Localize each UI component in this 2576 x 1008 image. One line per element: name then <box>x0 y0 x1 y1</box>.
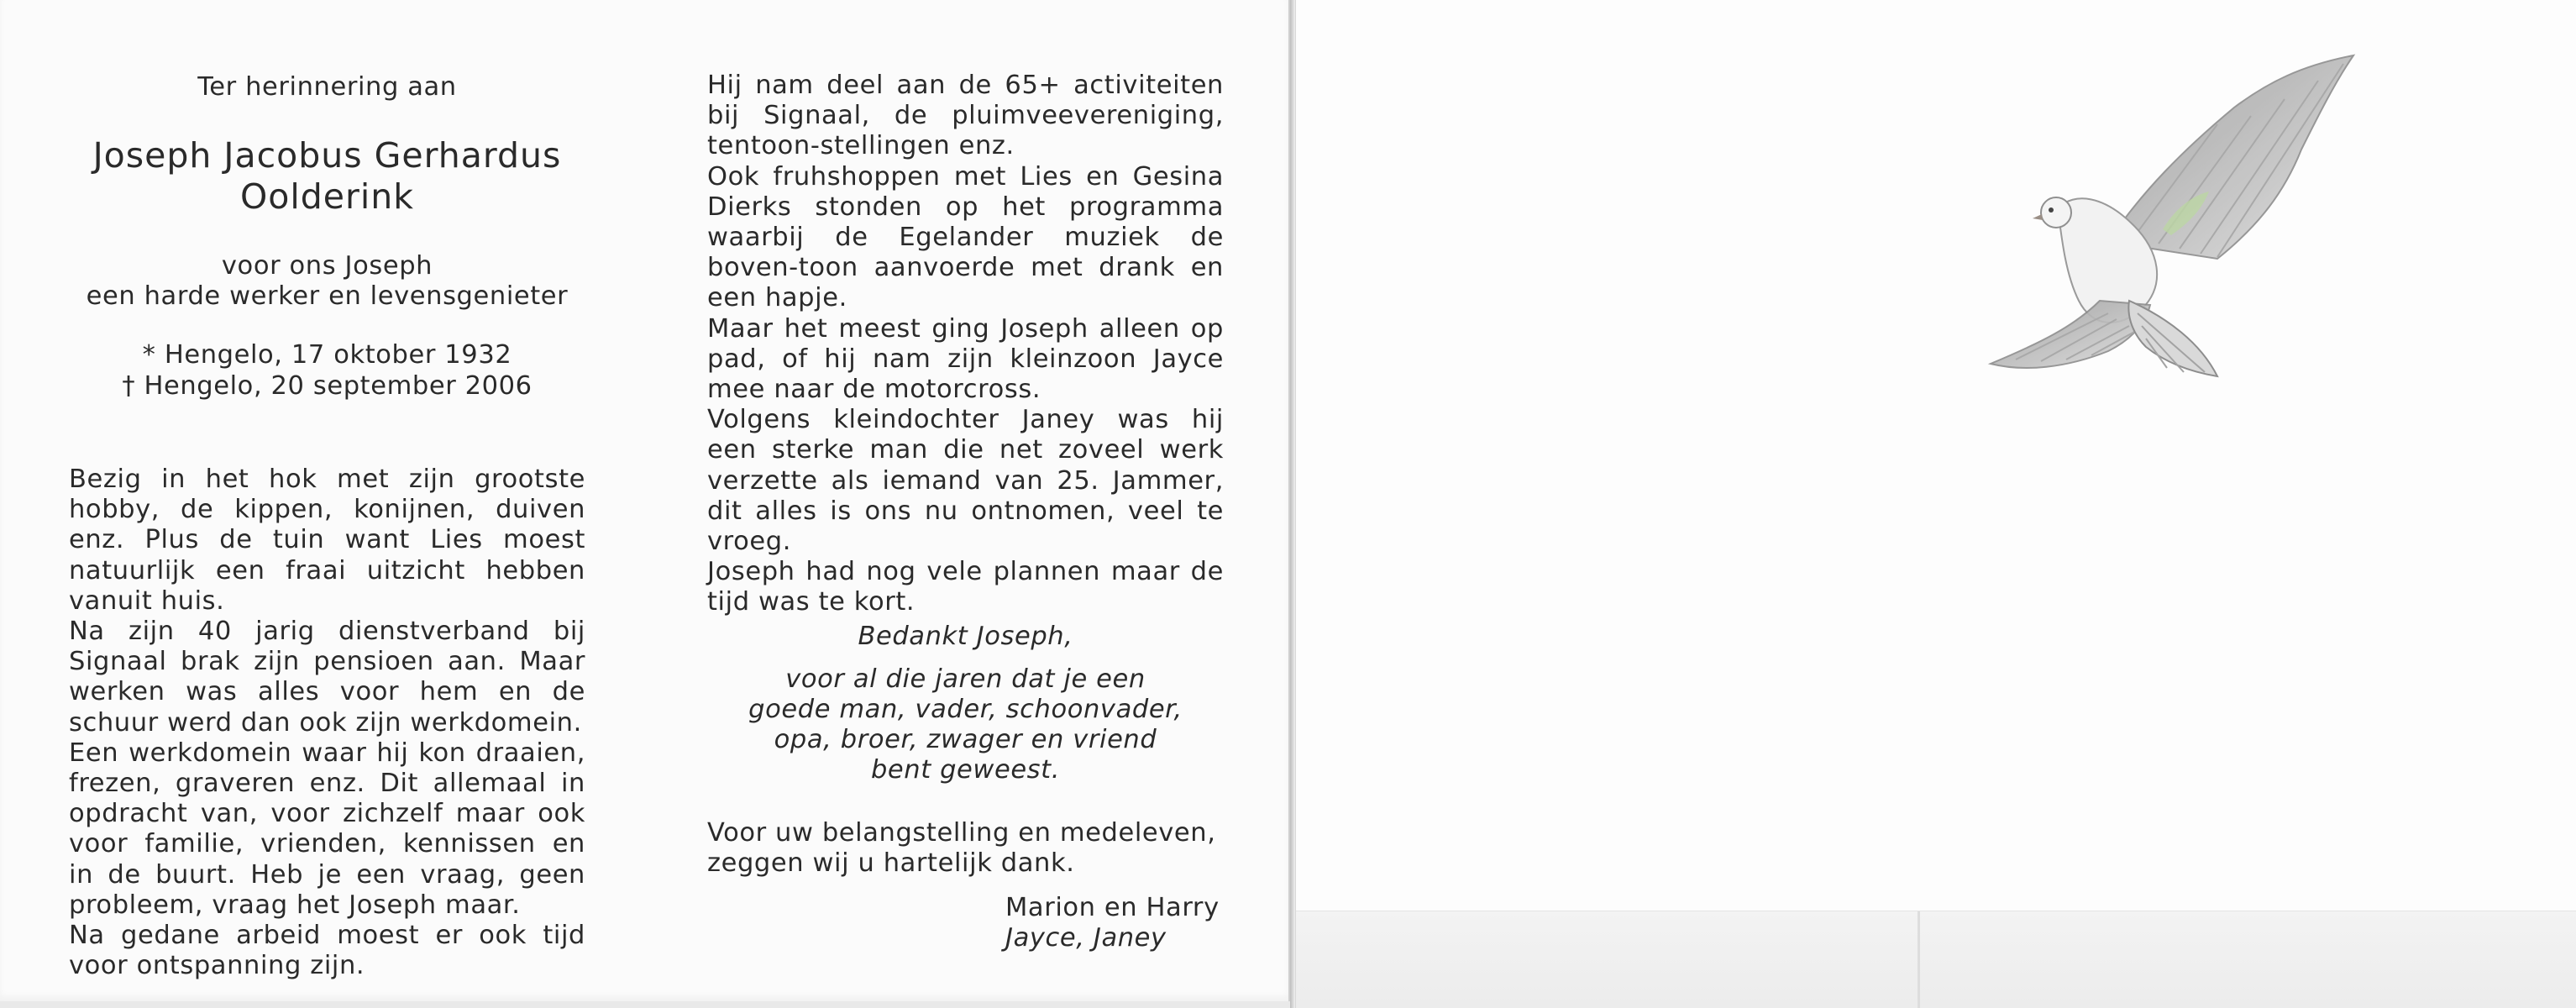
death-date: † Hengelo, 20 september 2006 <box>122 371 533 401</box>
left-paragraph-1: Bezig in het hok met zijn grootste hobby, de kippen, konijnen, duiven enz. Plus de tuin want Lies moest natuurlijk een fraai uitzicht hebben vanuit huis. <box>69 465 585 616</box>
middle-paragraph-5: Joseph had nog vele plannen maar de tijd was te kort. <box>707 557 1224 617</box>
closing-line-2: zeggen wij u hartelijk dank. <box>707 848 1075 879</box>
middle-paragraph-1: Hij nam deel aan de 65+ activiteiten bij Signaal, de pluimveevereniging, tentoon-stellingen enz. <box>707 71 1224 161</box>
dedication-line1: voor ons Joseph <box>221 251 433 281</box>
page-bottom-crease <box>1918 911 1920 1008</box>
intro-text: Ter herinnering aan <box>197 72 457 102</box>
inner-right-page <box>1295 0 2576 1008</box>
middle-paragraph-2: Ook fruhshoppen met Lies en Gesina Dierks stonden op het programma waarbij de Egelander muziek de boven-toon aanvoerde met drank en een hapje. <box>707 161 1224 313</box>
poem-line-3: opa, broer, zwager en vriend <box>774 725 1157 754</box>
closing-text <box>707 818 1224 879</box>
poem-line-2: goede man, vader, schoonvader, <box>748 695 1183 724</box>
signature-line-1: Marion en Harry <box>1005 893 1220 922</box>
thanks-line: Bedankt Joseph, <box>858 622 1073 651</box>
left-body-text <box>69 465 585 981</box>
middle-paragraph-3: Maar het meest ging Joseph alleen op pad, of hij nam zijn kleinzoon Jayce mee naar de motorcross. <box>707 313 1224 405</box>
left-paragraph-3: Een werkdomein waar hij kon draaien, frezen, graveren enz. Dit allemaal in opdracht van, voor zichzelf maar ook voor familie, vrienden, kennissen en in de buurt. Heb je een vraag, geen probleem, vraag het Joseph maar. <box>69 738 585 920</box>
deceased-name-line1: Joseph Jacobus Gerhardus <box>92 135 562 176</box>
deceased-name-line2: Oolderink <box>240 176 414 217</box>
closing-line-1: Voor uw belangstelling en medeleven, <box>707 818 1216 848</box>
left-paragraph-2: Na zijn 40 jarig dienstverband bij Signaal brak zijn pensioen aan. Maar werken was alles voor hem en de schuur werd dan ook zijn werkdomein. <box>69 617 585 738</box>
birth-date: * Hengelo, 17 oktober 1932 <box>142 340 512 370</box>
dedication-line2: een harde werker en levensgenieter <box>86 281 569 311</box>
signature-block <box>1005 893 1224 953</box>
poem-line-1: voor al die jaren dat je een <box>785 664 1146 694</box>
dove-illustration-icon <box>1965 49 2369 393</box>
middle-body-text <box>707 71 1224 618</box>
inner-left-page <box>0 0 1290 1001</box>
left-paragraph-4: Na gedane arbeid moest er ook tijd voor ontspanning zijn. <box>69 921 585 981</box>
signature-line-2: Jayce, Janey <box>1005 923 1167 953</box>
middle-paragraph-4: Volgens kleindochter Janey was hij een sterke man die net zoveel werk verzette als iemand van 25. Jammer, dit alles is ons nu ontnomen, veel te vroeg. <box>707 405 1224 557</box>
poem-line-4: bent geweest. <box>870 755 1061 785</box>
page-bottom-band <box>1296 911 2576 1008</box>
